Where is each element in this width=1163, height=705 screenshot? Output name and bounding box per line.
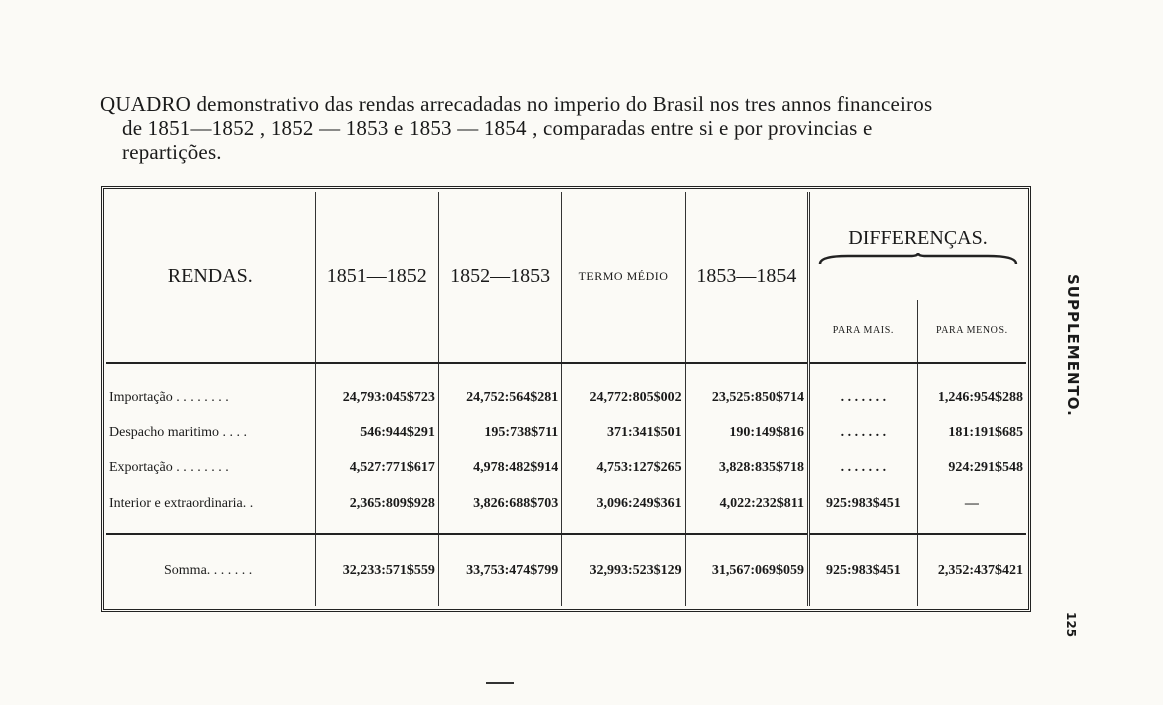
header-differencas (809, 192, 1026, 300)
cell-1851-1852: 546:944$291 (315, 415, 438, 450)
table-row (106, 486, 1026, 521)
cell-para-menos: 181:191$685 (948, 425, 1023, 441)
side-running-head: SUPPLEMENTO. (1064, 274, 1082, 417)
header-1852-1853: 1852—1853 (438, 192, 561, 363)
cell-1852-1853: 4,978:482$914 (438, 451, 561, 486)
sum-label: Somma. . . . . . . (106, 534, 315, 606)
title-line-2: de 1851—1852 , 1852 — 1853 e 1853 — 1854 , comparadas entre si e por provincias e (122, 116, 873, 140)
cell-para-menos: 924:291$548 (948, 460, 1023, 476)
header-para-menos: PARA MENOS. (935, 325, 1008, 337)
header-1853-1854: 1853—1854 (685, 192, 808, 363)
cell-termo-medio: 24,772:805$002 (562, 380, 685, 415)
table-row (106, 451, 1026, 486)
sum-row (106, 534, 1026, 606)
cell-1853-1854: 190:149$816 (685, 415, 808, 450)
sum-para-mais: 925:983$451 (809, 534, 918, 606)
row-label: Despacho maritimo . . . . (106, 415, 315, 450)
header-differencas-label: DIFFERENÇAS. (848, 226, 988, 249)
header-termo-medio: TERMO MÉDIO (562, 192, 685, 363)
sum-1852-1853: 33,753:474$799 (438, 534, 561, 606)
cell-1853-1854: 23,525:850$714 (685, 380, 808, 415)
cell-1851-1852: 24,793:045$723 (315, 380, 438, 415)
document-title (100, 92, 1040, 164)
cell-para-mais: 925:983$451 (809, 486, 918, 521)
cell-termo-medio: 4,753:127$265 (562, 451, 685, 486)
table-row (106, 380, 1026, 415)
cell-1852-1853: 3,826:688$703 (438, 486, 561, 521)
cell-1852-1853: 24,752:564$281 (438, 380, 561, 415)
row-label: Interior e extraordinaria. . (106, 486, 315, 521)
header-para-mais: PARA MAIS. (809, 300, 918, 362)
page-number: 125 (1064, 612, 1078, 638)
cell-1851-1852: 2,365:809$928 (315, 486, 438, 521)
cell-1853-1854: 4,022:232$811 (685, 486, 808, 521)
sum-1851-1852: 32,233:571$559 (315, 534, 438, 606)
title-line-3: repartições. (122, 140, 222, 164)
footer-dash (486, 682, 514, 684)
cell-termo-medio: 3,096:249$361 (562, 486, 685, 521)
cell-para-mais: . . . . . . . (809, 451, 918, 486)
cell-para-menos: — (964, 495, 979, 511)
cell-1852-1853: 195:738$711 (438, 415, 561, 450)
curly-brace-icon (818, 252, 1018, 266)
revenue-table (106, 192, 1026, 606)
row-label: Exportação . . . . . . . . (106, 451, 315, 486)
title-line-1: QUADRO demonstrativo das rendas arrecadadas no imperio do Brasil nos tres annos financeiros (100, 92, 933, 116)
cell-termo-medio: 371:341$501 (562, 415, 685, 450)
cell-1853-1854: 3,828:835$718 (685, 451, 808, 486)
table-row (106, 415, 1026, 450)
cell-para-menos: 1,246:954$288 (937, 389, 1023, 405)
row-label: Importação . . . . . . . . (106, 380, 315, 415)
header-rendas: RENDAS. (106, 192, 315, 363)
sum-1853-1854: 31,567:069$059 (685, 534, 808, 606)
cell-para-mais: . . . . . . . (809, 415, 918, 450)
cell-1851-1852: 4,527:771$617 (315, 451, 438, 486)
sum-termo-medio: 32,993:523$129 (562, 534, 685, 606)
sum-para-menos: 2,352:437$421 (917, 534, 1026, 606)
cell-para-mais: . . . . . . . (809, 380, 918, 415)
header-1851-1852: 1851—1852 (315, 192, 438, 363)
